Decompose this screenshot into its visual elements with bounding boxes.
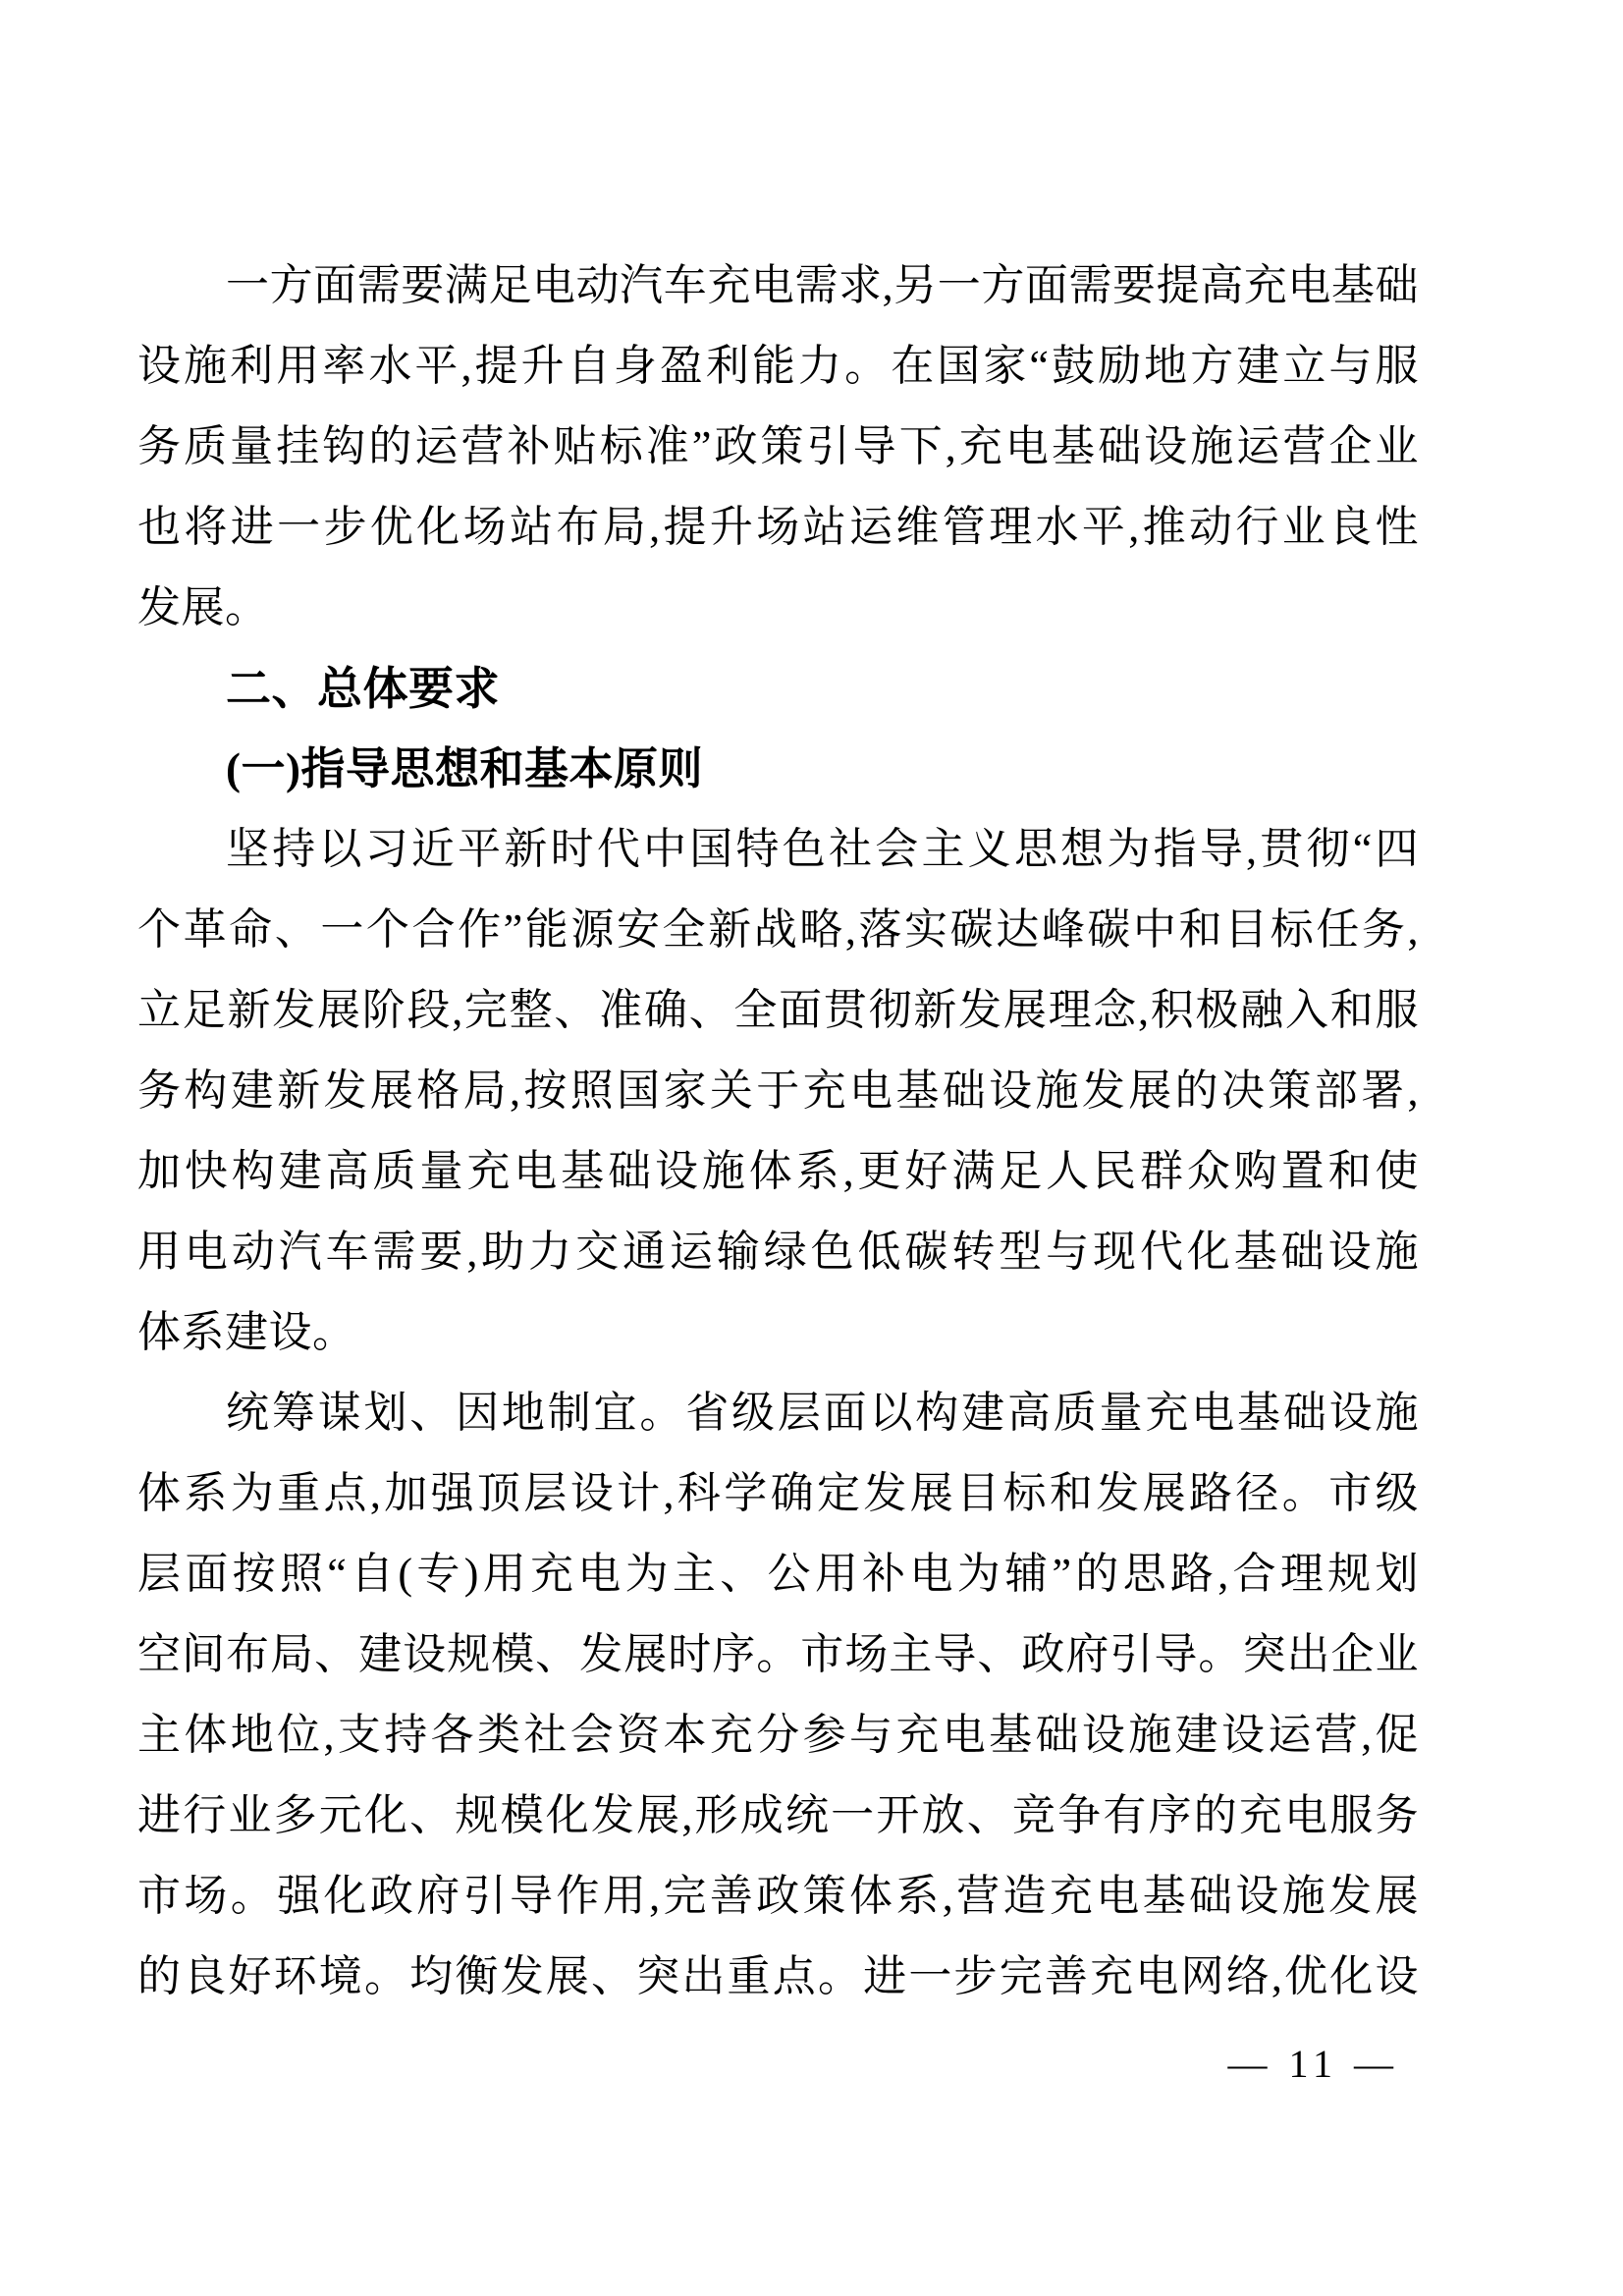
text-line: 统筹谋划、因地制宜。省级层面以构建高质量充电基础设施 <box>226 1389 1419 1437</box>
text-line: 层面按照“自(专)用充电为主、公用补电为辅”的思路,合理规划 <box>137 1550 1419 1598</box>
text-line: 坚持以习近平新时代中国特色社会主义思想为指导,贯彻“四 <box>226 825 1419 873</box>
document-body <box>137 246 1419 2017</box>
page-number: — 11 — <box>1227 2042 1399 2086</box>
text-line: 市场。强化政府引导作用,完善政策体系,营造充电基础设施发展 <box>137 1872 1419 1920</box>
text-line: 也将进一步优化场站布局,提升场站运维管理水平,推动行业良性 <box>137 503 1419 551</box>
section-heading: 二、总体要求 <box>226 663 500 714</box>
text-line: 立足新发展阶段,完整、准确、全面贯彻新发展理念,积极融入和服 <box>137 986 1419 1034</box>
text-line: 空间布局、建设规模、发展时序。市场主导、政府引导。突出企业 <box>137 1630 1419 1678</box>
text-line: 加快构建高质量充电基础设施体系,更好满足人民群众购置和使 <box>137 1147 1419 1195</box>
text-line: 务构建新发展格局,按照国家关于充电基础设施发展的决策部署, <box>137 1066 1419 1115</box>
text-line: 发展。 <box>137 583 269 631</box>
text-line: 体系为重点,加强顶层设计,科学确定发展目标和发展路径。市级 <box>137 1469 1419 1517</box>
text-line: 设施利用率水平,提升自身盈利能力。在国家“鼓励地方建立与服 <box>137 342 1419 390</box>
text-line: 进行业多元化、规模化发展,形成统一开放、竞争有序的充电服务 <box>137 1791 1419 1839</box>
text-line: 个革命、一个合作”能源安全新战略,落实碳达峰碳中和目标任务, <box>137 905 1419 954</box>
text-line: 体系建设。 <box>137 1308 356 1356</box>
text-line: 主体地位,支持各类社会资本充分参与充电基础设施建设运营,促 <box>137 1711 1419 1759</box>
text-line: 务质量挂钩的运营补贴标准”政策引导下,充电基础设施运营企业 <box>137 422 1419 470</box>
text-line: 用电动汽车需要,助力交通运输绿色低碳转型与现代化基础设施 <box>137 1228 1419 1276</box>
subsection-heading: (一)指导思想和基本原则 <box>226 744 703 793</box>
text-line: 的良好环境。均衡发展、突出重点。进一步完善充电网络,优化设 <box>137 1952 1419 2000</box>
text-line: 一方面需要满足电动汽车充电需求,另一方面需要提高充电基础 <box>226 261 1419 309</box>
